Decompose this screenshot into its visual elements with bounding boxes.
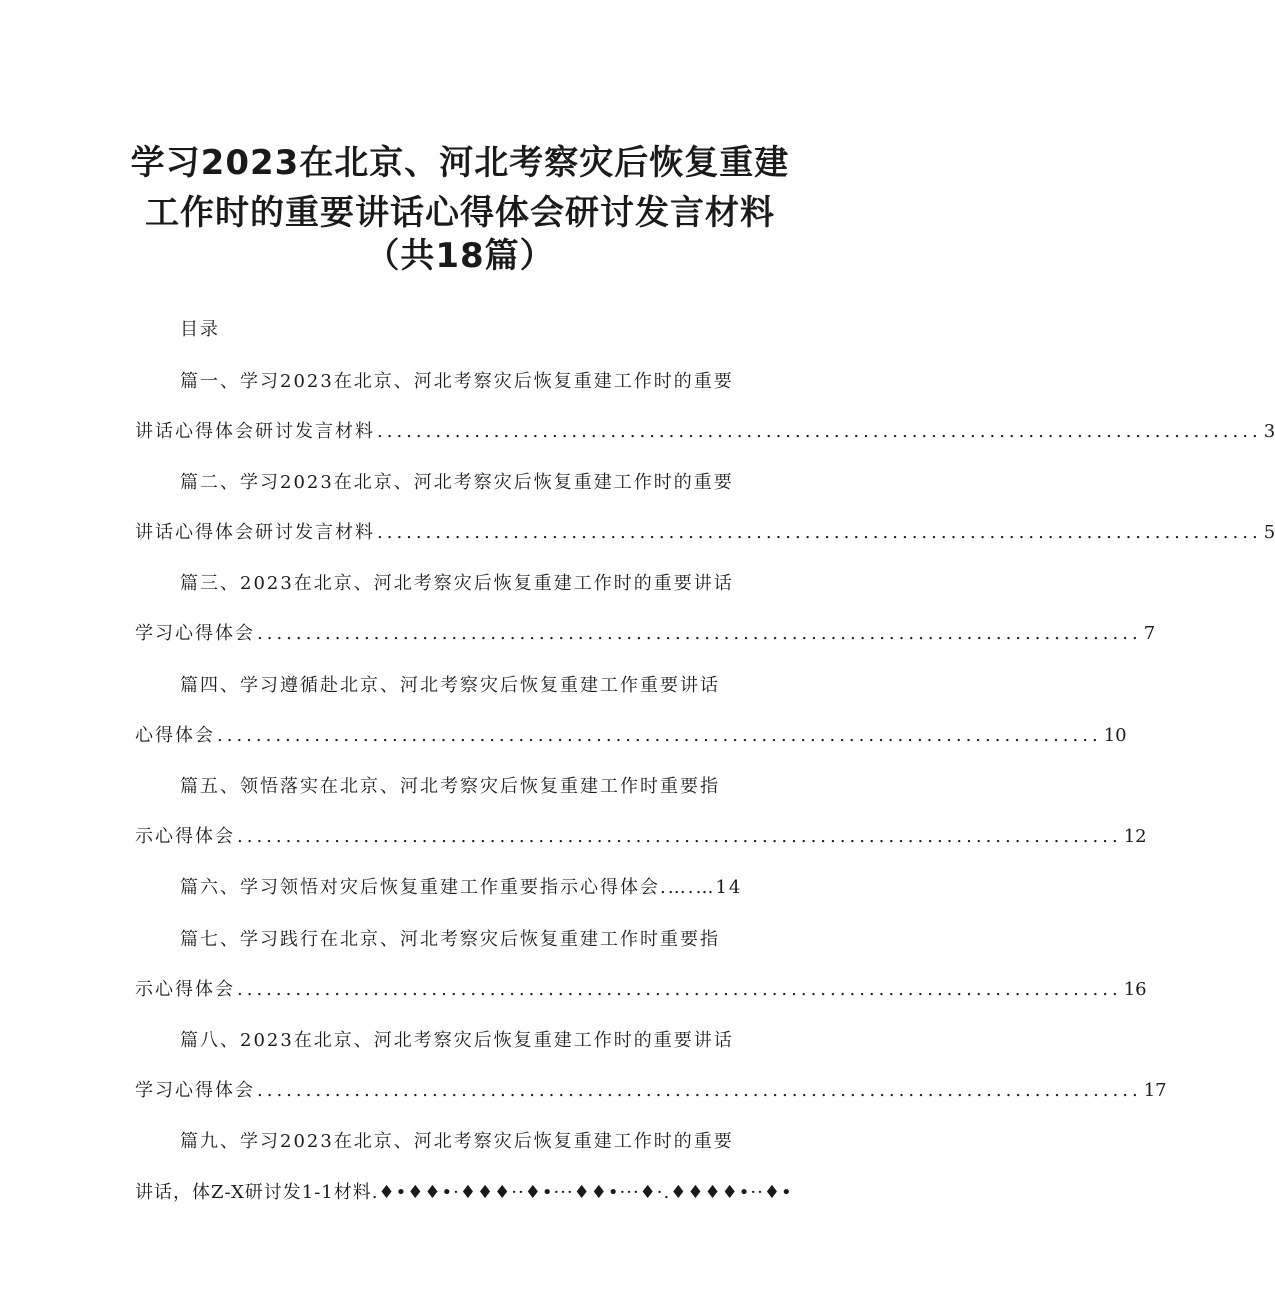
toc-entry-8-line-1[interactable]: 篇八、2023在北京、河北考察灾后恢复重建工作时的重要讲话 [180, 1030, 734, 1051]
toc-entry-1-line-2[interactable] [135, 420, 1275, 444]
toc-entry-7-line-2[interactable] [135, 978, 1147, 1002]
toc-entry-1-line-1[interactable]: 篇一、学习2023在北京、河北考察灾后恢复重建工作时的重要 [180, 371, 734, 392]
toc-page-number: 12 [1123, 826, 1147, 847]
toc-entry-text: 讲话心得体会研讨发言材料 [135, 421, 375, 442]
toc-page-number: 17 [1143, 1080, 1167, 1101]
document-title-line-2: 工作时的重要讲话心得体会研讨发言材料 [145, 193, 775, 233]
toc-page-number: 3 [1263, 421, 1275, 442]
toc-page-number: 10 [1103, 725, 1127, 746]
toc-entry-8-line-2[interactable] [135, 1079, 1167, 1103]
toc-page-number: 5 [1263, 522, 1275, 543]
toc-entry-text: 讲话，体Z-X研讨发1-1材料.♦•♦♦•·♦♦♦··♦•···♦♦•···♦·.♦♦♦♦•··♦• [135, 1182, 793, 1203]
toc-entry-text: 讲话心得体会研讨发言材料 [135, 522, 375, 543]
toc-dot-leader: ........................................................................................... [377, 522, 1262, 543]
toc-entry-text: 示心得体会 [135, 826, 235, 847]
toc-entry-text: 学习心得体会 [135, 1080, 255, 1101]
toc-entry-4-line-2[interactable] [135, 724, 1127, 748]
toc-entry-5-line-1[interactable]: 篇五、领悟落实在北京、河北考察灾后恢复重建工作时重要指 [180, 776, 720, 797]
document-title-line-3: （共18篇） [365, 236, 555, 276]
toc-entry-2-line-2[interactable] [135, 521, 1275, 545]
toc-dot-leader: ........................................................................................... [237, 826, 1122, 847]
toc-entry-text: 学习心得体会 [135, 623, 255, 644]
toc-dot-leader: ........................................................................................... [377, 421, 1262, 442]
toc-entry-3-line-1[interactable]: 篇三、2023在北京、河北考察灾后恢复重建工作时的重要讲话 [180, 573, 734, 594]
toc-dot-leader: ........................................................................................... [237, 979, 1122, 1000]
toc-heading: 目录 [180, 319, 220, 340]
toc-page-number: 16 [1123, 979, 1147, 1000]
toc-page-number: 7 [1143, 623, 1156, 644]
toc-dot-leader: ........................................................................................... [217, 725, 1102, 746]
toc-dot-leader: ........................................................................................... [257, 1080, 1142, 1101]
toc-entry-9-line-2[interactable] [135, 1181, 793, 1205]
toc-entry-text: 示心得体会 [135, 979, 235, 1000]
toc-entry-2-line-1[interactable]: 篇二、学习2023在北京、河北考察灾后恢复重建工作时的重要 [180, 472, 734, 493]
toc-entry-4-line-1[interactable]: 篇四、学习遵循赴北京、河北考察灾后恢复重建工作重要讲话 [180, 675, 720, 696]
toc-entry-9-line-1[interactable]: 篇九、学习2023在北京、河北考察灾后恢复重建工作时的重要 [180, 1131, 734, 1152]
toc-entry-6-line-1[interactable]: 篇六、学习领悟对灾后恢复重建工作重要指示心得体会.….…14 [180, 877, 743, 898]
document-title-line-1: 学习2023在北京、河北考察灾后恢复重建 [130, 143, 790, 183]
toc-entry-3-line-2[interactable] [135, 622, 1156, 646]
toc-dot-leader: ........................................................................................... [257, 623, 1142, 644]
toc-entry-7-line-1[interactable]: 篇七、学习践行在北京、河北考察灾后恢复重建工作时重要指 [180, 929, 720, 950]
toc-entry-5-line-2[interactable] [135, 825, 1147, 849]
toc-entry-text: 心得体会 [135, 725, 215, 746]
